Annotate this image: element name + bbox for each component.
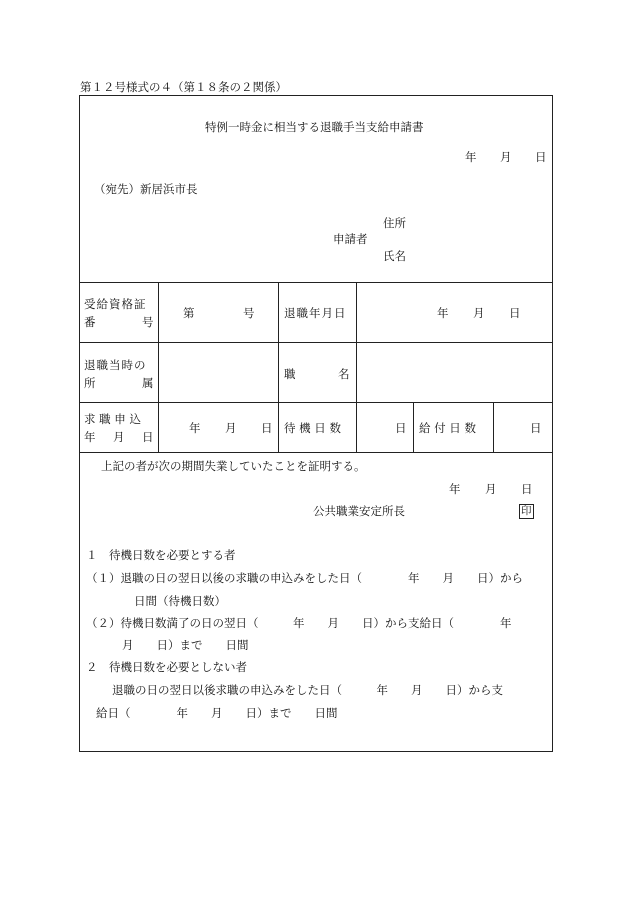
applicant-name-label: 氏名 <box>383 249 406 263</box>
payment-days-unit: 日 <box>530 421 542 435</box>
certification-day: 日 <box>521 482 533 496</box>
section2-heading: ２ 待機日数を必要としない者 <box>86 660 247 674</box>
job-application-year: 年 <box>189 421 201 435</box>
job-application-label-month: 月 <box>113 430 125 444</box>
cert-number-label-line1: 受給資格証 <box>84 297 147 311</box>
certification-year: 年 <box>449 482 461 496</box>
section1-item1-line1: （１）退職の日の翌日以後の求職の申込みをした日（ 年 月 日）から <box>86 571 523 585</box>
job-application-label-line1: 求 職 申 込 <box>84 412 141 426</box>
date-year-label: 年 <box>465 150 477 164</box>
certification-statement: 上記の者が次の期間失業していたことを証明する。 <box>101 459 366 473</box>
seal-mark: 印 <box>521 505 532 517</box>
position-label-shoku: 職 <box>284 367 296 381</box>
table-column-divider <box>158 282 159 452</box>
retirement-month: 月 <box>473 306 485 320</box>
waiting-days-label: 待 機 日 数 <box>284 421 341 435</box>
department-label-zoku: 属 <box>142 376 154 390</box>
section1-item2-line1: （２）待機日数満了の日の翌日（ 年 月 日）から支給日（ 年 <box>86 616 512 630</box>
job-application-month: 月 <box>225 421 237 435</box>
job-application-day: 日 <box>261 421 273 435</box>
date-day-label: 日 <box>535 150 547 164</box>
form-title: 特例一時金に相当する退職手当支給申請書 <box>205 120 424 134</box>
section1-item1-line2: 日間（待機日数） <box>134 594 226 608</box>
department-label-line1: 退職当時の <box>84 358 147 372</box>
table-column-divider <box>413 402 414 452</box>
section2-line1: 退職の日の翌日以後求職の申込みをした日（ 年 月 日）から支 <box>112 683 503 697</box>
payment-days-label: 給 付 日 数 <box>419 421 476 435</box>
table-column-divider <box>278 282 279 452</box>
table-row-divider <box>79 402 553 403</box>
table-column-divider <box>356 282 357 452</box>
cert-number-prefix: 第 <box>183 306 195 320</box>
date-month-label: 月 <box>500 150 512 164</box>
job-application-label-year: 年 <box>84 430 96 444</box>
cert-number-suffix: 号 <box>243 306 255 320</box>
applicant-label: 申請者 <box>333 232 368 246</box>
employment-office-director: 公共職業安定所長 <box>313 504 405 518</box>
form-number-label: 第１２号様式の４（第１８条の２関係） <box>80 80 287 94</box>
certification-month: 月 <box>485 482 497 496</box>
department-label-sho: 所 <box>84 376 96 390</box>
table-top-line <box>79 282 553 283</box>
table-column-divider <box>493 402 494 452</box>
section1-item2-line2: 月 日）まで 日間 <box>122 638 249 652</box>
cert-number-label-go: 号 <box>142 315 154 329</box>
addressee: （宛先）新居浜市長 <box>94 182 198 196</box>
job-application-label-day: 日 <box>142 430 154 444</box>
retirement-day: 日 <box>509 306 521 320</box>
retirement-date-label: 退職年月日 <box>284 306 347 320</box>
cert-number-label-ban: 番 <box>84 315 96 329</box>
waiting-days-unit: 日 <box>395 421 407 435</box>
table-row-divider <box>79 342 553 343</box>
retirement-year: 年 <box>437 306 449 320</box>
section2-line2: 給日（ 年 月 日）まで 日間 <box>96 706 338 720</box>
applicant-address-label: 住所 <box>383 216 406 230</box>
table-bottom-line <box>79 452 553 453</box>
position-label-mei: 名 <box>338 367 350 381</box>
section1-heading: １ 待機日数を必要とする者 <box>86 548 236 562</box>
